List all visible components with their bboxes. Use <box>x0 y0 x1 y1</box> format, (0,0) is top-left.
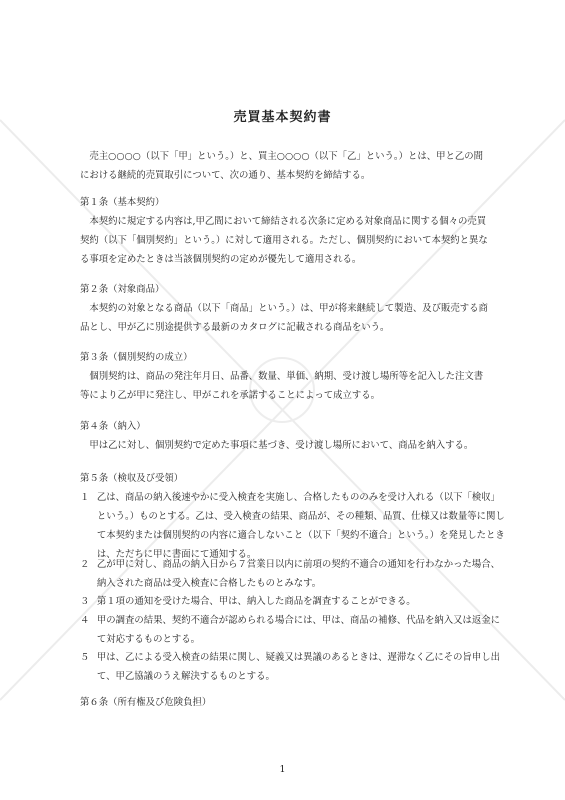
article-5-heading: 第５条（検収及び受領） <box>80 473 184 484</box>
article-5-item-1 <box>80 488 509 564</box>
item-number: １ <box>80 492 90 503</box>
item-number: ３ <box>80 596 90 607</box>
item-text: 甲は、乙による受入検査の結果に関し、疑義又は異議のあるときは、遅滞なく乙にその旨申し出て、甲乙協議のうえ解決するものとする。 <box>96 652 501 682</box>
article-1-heading: 第１条（基本契約） <box>80 197 165 208</box>
article-5-item-4 <box>80 611 509 649</box>
item-number: ４ <box>80 615 90 626</box>
article-2-body: 本契約の対象となる商品（以下「商品」という。）は、甲が将来継続して製造、及び販売する商品とし、甲が乙に別途提供する最新のカタログに記載される商品をいう。 <box>80 303 488 333</box>
item-text: 乙は、商品の納入後速やかに受入検査を実施し、合格したもののみを受け入れる（以下「検収」という。）ものとする。乙は、受入検査の結果、商品が、その種類、品質、仕様又は数量等に関して本契約または個別契約の内容に適合しないこと（以下「契約不適合」という。）を発見したときは、ただちに甲に書面にて通知する。 <box>96 492 505 560</box>
article-4-body: 甲は乙に対し、個別契約で定めた事項に基づき、受け渡し場所において、商品を納入する。 <box>89 440 474 451</box>
article-2-heading: 第２条（対象商品） <box>80 284 165 295</box>
document-title: 売買基本契約書 <box>233 110 332 125</box>
article-1-body: 本契約に規定する内容は,甲乙間において締結される次条に定める対象商品に関する個々の売買契約（以下「個別契約」という。）に対して適用される。ただし、個別契約において本契約と異なる事項を定めたときは当該個別契約の定めが優先して適用される。 <box>80 216 488 265</box>
article-3-body: 個別契約は、商品の発注年月日、品番、数量、単価、納期、受け渡し場所等を記入した注文書等により乙が甲に発注し、甲がこれを承諾することによって成立する。 <box>80 371 484 401</box>
article-5-item-3 <box>80 592 509 611</box>
item-text: 第１項の通知を受けた場合、甲は、納入した商品を調査することができる。 <box>96 596 416 607</box>
item-number: ５ <box>80 652 90 663</box>
item-text: 乙が甲に対し、商品の納入日から７営業日以内に前項の契約不適合の通知を行わなかった場合、納入された商品は受入検査に合格したものとみなす。 <box>96 559 501 589</box>
item-number: ２ <box>80 559 90 570</box>
preamble: 売主○○○○（以下「甲」という。）と、買主○○○○（以下「乙」という。）とは、甲と乙の間における継続的売買取引について、次の通り、基本契約を締結する。 <box>80 151 483 181</box>
article-4-heading: 第４条（納入） <box>80 421 146 432</box>
item-text: 甲の調査の結果、契約不適合が認められる場合には、甲は、商品の補修、代品を納入又は返金にて対応するものとする。 <box>96 615 501 645</box>
article-5-item-5 <box>80 648 509 686</box>
page-number: 1 <box>279 764 286 775</box>
article-6-heading: 第６条（所有権及び危険負担） <box>80 697 212 708</box>
article-3-heading: 第３条（個別契約の成立） <box>80 352 193 363</box>
article-5-item-2 <box>80 555 509 593</box>
